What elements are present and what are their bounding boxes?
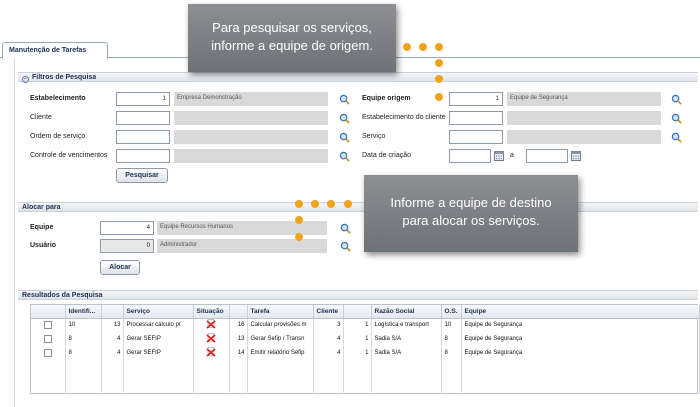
callout-equipe-destino <box>364 175 578 252</box>
pending-task-icon <box>206 319 216 329</box>
col-servico[interactable]: Serviço <box>123 305 193 318</box>
connector-dot <box>435 43 443 51</box>
cell-razao-social: Sadia S/A <box>371 346 441 360</box>
estabelecimento-cliente-label: Estabelecimento do cliente <box>362 114 446 121</box>
connector-dot <box>295 216 303 224</box>
controle-vencimentos-label: Controle de vencimentos <box>30 152 108 159</box>
col-situacao[interactable]: Situação <box>193 305 229 318</box>
tab-manutencao-tarefas[interactable]: Manutenção de Tarefas <box>2 42 108 59</box>
search-estabelecimento-cliente-icon[interactable] <box>671 113 682 124</box>
pesquisar-button[interactable]: Pesquisar <box>116 168 168 183</box>
cell-cliente-num: 1 <box>343 346 371 360</box>
search-ordem-servico-icon[interactable] <box>339 132 350 143</box>
servico-desc <box>507 130 661 144</box>
cell-servico: Processar cálculo pr <box>123 318 193 332</box>
alocar-title: Alocar para <box>22 204 61 211</box>
cell-servico: Gerar SEFIP <box>123 346 193 360</box>
cell-situacao <box>193 332 229 346</box>
connector-dot <box>403 43 411 51</box>
cell-situacao <box>193 318 229 332</box>
search-controle-vencimentos-icon[interactable] <box>339 151 350 162</box>
cell-servico-cod: 4 <box>101 332 123 346</box>
cell-tarefa-cod: 13 <box>229 332 247 346</box>
cliente-label: Cliente <box>30 114 52 121</box>
callout-origem-line2: informe a equipe de origem. <box>211 38 373 53</box>
usuario-label: Usuário <box>30 242 57 249</box>
cell-servico-cod: 13 <box>101 318 123 332</box>
cell-os: 10 <box>441 318 461 332</box>
callout-destino-line1: Informe a equipe de destino <box>390 195 552 210</box>
results-grid <box>30 304 698 394</box>
cell-tarefa: Calcular provisões m <box>247 318 313 332</box>
cell-tarefa-cod: 16 <box>229 318 247 332</box>
connector-dot <box>311 200 319 208</box>
cell-tarefa: Emitir relatório Sefip <box>247 346 313 360</box>
servico-label: Serviço <box>362 133 386 140</box>
connector-dot <box>344 200 352 208</box>
connector-dot <box>327 200 335 208</box>
cell-cliente: 3 <box>313 318 343 332</box>
col-os[interactable]: O.S. <box>441 305 461 318</box>
cell-cliente-num: 1 <box>343 318 371 332</box>
callout-origem-line1: Para pesquisar os serviços, <box>212 20 372 35</box>
results-header-row <box>31 305 699 318</box>
estabelecimento-desc: Empresa Demonstração <box>174 92 328 106</box>
connector-dot <box>435 75 443 83</box>
usuario-desc: Administrador <box>157 239 327 253</box>
ordem-servico-input[interactable] <box>116 130 170 144</box>
collapse-toggle-icon[interactable]: − <box>22 76 29 83</box>
row-checkbox[interactable] <box>44 349 52 357</box>
calendar-from-icon[interactable] <box>494 151 504 161</box>
empty-row <box>31 360 699 394</box>
cell-os: 8 <box>441 346 461 360</box>
estabelecimento-label: Estabelecimento <box>30 95 86 102</box>
table-row[interactable] <box>31 318 699 332</box>
row-checkbox-cell <box>31 346 65 360</box>
cliente-input[interactable] <box>116 111 170 125</box>
connector-dot <box>435 59 443 67</box>
col-select[interactable] <box>31 305 65 318</box>
cell-cliente: 4 <box>313 332 343 346</box>
col-tarefa[interactable]: Tarefa <box>247 305 313 318</box>
col-razao-social[interactable]: Razão Social <box>371 305 441 318</box>
search-cliente-icon[interactable] <box>339 113 350 124</box>
controle-vencimentos-desc <box>174 149 328 163</box>
data-criacao-from-input[interactable] <box>449 149 491 163</box>
table-row[interactable] <box>31 346 699 360</box>
alocar-equipe-input[interactable]: 4 <box>100 221 154 235</box>
connector-dot <box>435 93 443 101</box>
data-range-separator: a <box>510 152 514 159</box>
cell-razao-social: Logística e transport <box>371 318 441 332</box>
resultados-title: Resultados da Pesquisa <box>22 292 103 299</box>
connector-dot <box>295 233 303 241</box>
col-tarefa-cod[interactable] <box>229 305 247 318</box>
servico-input[interactable] <box>449 130 503 144</box>
equipe-origem-input[interactable]: 1 <box>449 92 503 106</box>
row-checkbox[interactable] <box>44 321 52 329</box>
estabelecimento-input[interactable]: 1 <box>116 92 170 106</box>
resultados-section-header <box>18 290 698 300</box>
connector-dot <box>419 43 427 51</box>
col-servico-cod[interactable] <box>101 305 123 318</box>
col-equipe[interactable]: Equipe <box>461 305 699 318</box>
cell-cliente: 4 <box>313 346 343 360</box>
cell-razao-social: Sadia S/A <box>371 332 441 346</box>
cell-tarefa: Gerar Sefip / Transn <box>247 332 313 346</box>
search-usuario-icon[interactable] <box>340 241 351 252</box>
cell-servico-cod: 4 <box>101 346 123 360</box>
pending-task-icon <box>206 347 216 357</box>
cell-os: 8 <box>441 332 461 346</box>
search-servico-icon[interactable] <box>671 132 682 143</box>
equipe-origem-desc: Equipe de Segurança <box>507 92 661 106</box>
table-row[interactable] <box>31 332 699 346</box>
search-equipe-origem-icon[interactable] <box>671 94 682 105</box>
cell-situacao <box>193 346 229 360</box>
cell-equipe: Equipe de Segurança <box>461 318 699 332</box>
ordem-servico-desc <box>174 130 328 144</box>
alocar-button[interactable]: Alocar <box>100 260 140 275</box>
callout-equipe-origem <box>188 4 396 72</box>
alocar-equipe-label: Equipe <box>30 224 54 231</box>
results-table <box>31 305 700 394</box>
calendar-to-icon[interactable] <box>571 151 581 161</box>
row-checkbox-cell <box>31 332 65 346</box>
search-estabelecimento-icon[interactable] <box>339 94 350 105</box>
cell-equipe: Equipe de Segurança <box>461 332 699 346</box>
cell-id: 8 <box>65 346 101 360</box>
controle-vencimentos-input[interactable] <box>116 149 170 163</box>
filtros-section-header[interactable] <box>18 72 698 82</box>
row-checkbox-cell <box>31 318 65 332</box>
usuario-input[interactable]: 0 <box>100 239 154 253</box>
cell-equipe: Equipe de Segurança <box>461 346 699 360</box>
alocar-section-header <box>18 202 698 212</box>
search-alocar-equipe-icon[interactable] <box>340 223 351 234</box>
estabelecimento-cliente-desc <box>507 111 661 125</box>
cell-servico: Gerar SEFIP <box>123 332 193 346</box>
cell-tarefa-cod: 14 <box>229 346 247 360</box>
estabelecimento-cliente-input[interactable] <box>449 111 503 125</box>
callout-destino-line2: para alocar os serviços. <box>402 213 540 228</box>
col-cliente[interactable]: Cliente <box>313 305 343 318</box>
alocar-equipe-desc: Equipe Recursos Humanos <box>157 221 327 235</box>
ordem-servico-label: Ordem de serviço <box>30 133 86 140</box>
cell-id: 10 <box>65 318 101 332</box>
row-checkbox[interactable] <box>44 335 52 343</box>
data-criacao-label: Data de criação <box>362 152 412 159</box>
equipe-origem-label: Equipe origem <box>362 95 411 102</box>
connector-dot <box>295 200 303 208</box>
pending-task-icon <box>206 333 216 343</box>
filtros-title: Filtros de Pesquisa <box>32 74 97 81</box>
cell-cliente-num: 1 <box>343 332 371 346</box>
col-cliente-num[interactable] <box>343 305 371 318</box>
cell-id: 8 <box>65 332 101 346</box>
data-criacao-to-input[interactable] <box>526 149 568 163</box>
cliente-desc <box>174 111 328 125</box>
col-identificador[interactable]: Identifi... <box>65 305 101 318</box>
